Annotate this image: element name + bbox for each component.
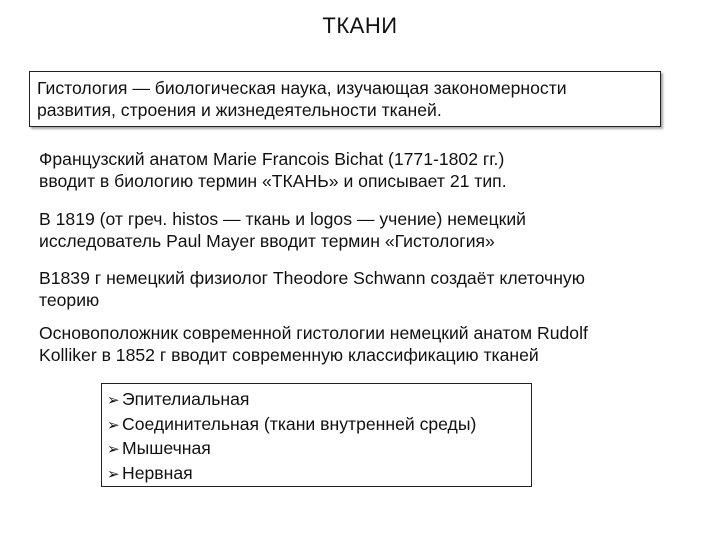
definition-line: Гистология — биологическая наука, изучающая закономерности — [37, 78, 567, 98]
paragraph-kolliker — [39, 322, 588, 366]
list-item-label: Мышечная — [122, 438, 211, 458]
paragraph-line: В1839 г немецкий физиолог Theodore Schwann создаёт клеточную — [39, 268, 585, 288]
arrow-bullet-icon: ➢ — [107, 415, 120, 434]
paragraph-line: Kolliker в 1852 г вводит современную классификацию тканей — [39, 345, 539, 365]
arrow-bullet-icon: ➢ — [107, 391, 120, 409]
list-item-label: Нервная — [122, 462, 193, 483]
paragraph-line: Основоположник современной гистологии немецкий анатом Rudolf — [39, 323, 588, 343]
list-item — [107, 412, 531, 437]
paragraph-line: Французский анатом Marie Francois Bichat (1771-1802 гг.) — [39, 149, 505, 169]
arrow-bullet-icon: ➢ — [107, 440, 120, 458]
paragraph-mayer — [39, 208, 526, 252]
list-item — [107, 436, 531, 461]
paragraph-line: теорию — [39, 290, 100, 310]
list-item — [107, 387, 531, 412]
paragraph-line: вводит в биологию термин «ТКАНЬ» и описывает 21 тип. — [39, 171, 507, 191]
list-item-label: Соединительная (ткани внутренней среды) — [122, 413, 477, 434]
list-item-label: Эпителиальная — [122, 389, 250, 409]
paragraph-line: исследователь Paul Mayer вводит термин «Гистология» — [39, 231, 495, 251]
definition-line: развития, строения и жизнедеятельности тканей. — [37, 100, 442, 120]
paragraph-schwann — [39, 267, 585, 311]
tissue-types-list — [101, 383, 532, 487]
definition-box — [29, 71, 661, 127]
paragraph-line: В 1819 (от греч. histos — ткань и logos — учение) немецкий — [39, 209, 527, 229]
list-item — [107, 461, 531, 486]
arrow-bullet-icon: ➢ — [107, 464, 120, 483]
page-title: ТКАНИ — [322, 13, 398, 38]
paragraph-bichat — [39, 148, 507, 192]
